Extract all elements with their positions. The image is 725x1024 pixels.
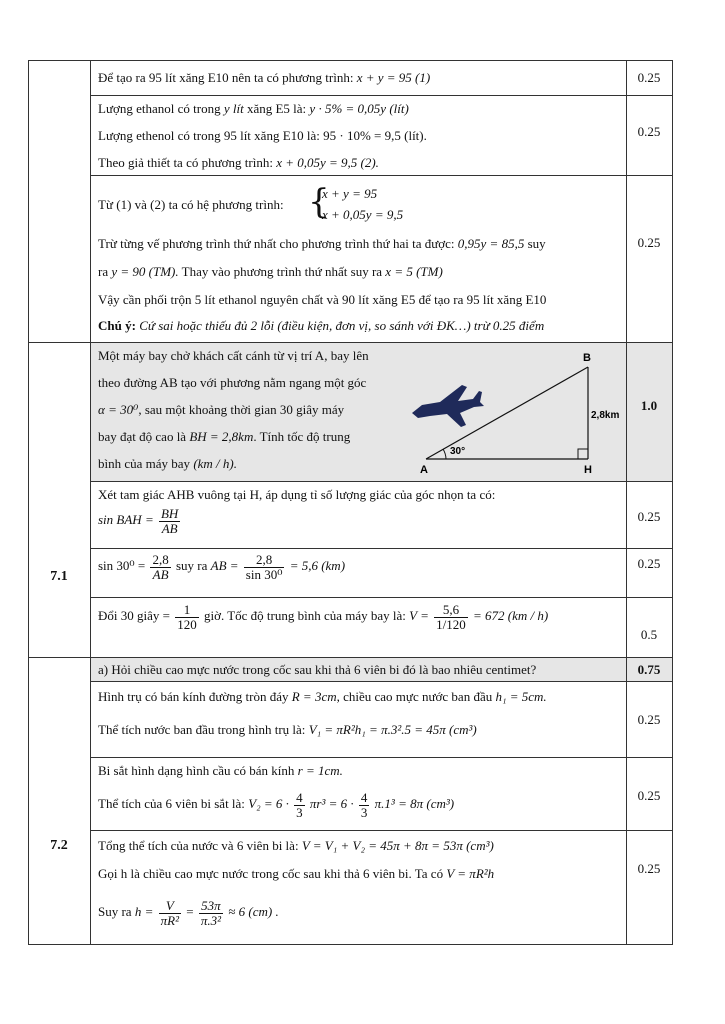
label-angle: 30° <box>450 446 466 457</box>
label-a: A <box>420 464 428 476</box>
row3-sys1: x + y = 95 <box>322 186 378 201</box>
q71-p5: bình của máy bay (km / h). <box>98 456 237 471</box>
row3-system-brace: { <box>308 182 330 222</box>
q71-s3-score: 0.5 <box>640 627 658 642</box>
row2-line3: Theo giả thiết ta có phương trình: x + 0,05y = 9,5 (2). <box>98 155 379 170</box>
label-h: H <box>584 464 592 476</box>
row2-line1: Lượng ethanol có trong y lít xăng E5 là: y · 5% = 0,05y (lít) <box>98 101 409 116</box>
row2-line2: Lượng ethenol có trong 95 lít xăng E10 là: 95 · 10% = 9,5 (lít). <box>98 128 427 143</box>
q71-p2: theo đường AB tạo với phương nằm ngang một góc <box>98 375 367 390</box>
q72-s2-line2: Thể tích của 6 viên bi sắt là: V₂ = 6 · $\frac{4}{3}$ πr³ = 6 · $\frac{4}{3}$ π.1³ = 8π (cm³) <box>98 790 455 820</box>
col-divider-2 <box>626 60 627 945</box>
row3-note: Chú ý: Cứ sai hoặc thiếu đủ 2 lỗi (điều kiện, đơn vị, so sánh với ĐK…) trừ 0.25 điểm <box>98 318 545 333</box>
q71-number: 7.1 <box>50 569 68 584</box>
label-height: 2,8km <box>591 410 620 421</box>
row3-line2: Trừ từng vế phương trình thứ nhất cho phương trình thứ hai ta được: 0,95y = 85,5 suy <box>98 236 546 251</box>
q72-s2-line1: Bi sắt hình dạng hình cầu có bán kính r = 1cm. <box>98 763 343 778</box>
col-divider-1 <box>90 60 91 945</box>
angle-arc <box>443 449 446 459</box>
row3-line4: Vậy cần phối trộn 5 lít ethanol nguyên chất và 90 lít xăng E5 để tạo ra 95 lít xăng E10 <box>98 292 547 307</box>
q72-s1-score: 0.25 <box>637 712 661 727</box>
airplane-icon <box>412 385 484 427</box>
row2-score: 0.25 <box>637 124 661 139</box>
q72-a-score: 0.75 <box>637 662 661 677</box>
row3-sys2: x + 0,05y = 9,5 <box>322 207 404 222</box>
q71-p3: α = 30⁰, sau một khoảng thời gian 30 giây máy <box>98 402 345 417</box>
row3-score: 0.25 <box>637 235 661 250</box>
label-b: B <box>583 352 591 364</box>
row3-line3: ra y = 90 (TM). Thay vào phương trình thứ nhất suy ra x = 5 (TM) <box>98 264 443 279</box>
row1-text: Để tạo ra 95 lít xăng E10 nên ta có phương trình: x + y = 95 (1) <box>98 70 431 85</box>
q72-s1-line2: Thể tích nước ban đầu trong hình trụ là: V₁ = πR²h₁ = π.3².5 = 45π (cm³) <box>98 722 477 737</box>
q72-s2-score: 0.25 <box>637 788 661 803</box>
q71-s1-eq: sin BAH = $\frac{BH}{AB}$ <box>98 506 179 536</box>
q71-p1: Một máy bay chở khách cất cánh từ vị trí A, bay lên <box>98 348 369 363</box>
q71-s3-eq: Đổi 30 giây = $\frac{1}{120}$ giờ. Tốc độ trung bình của máy bay là: V = $\frac{5,6}{1/120}$ = 672 (km / h) <box>98 602 549 632</box>
q71-p4: bay đạt độ cao là BH = 2,8km. Tính tốc độ trung <box>98 429 351 444</box>
q71-s2-score: 0.25 <box>637 556 661 571</box>
q71-s2-eq: sin 30⁰ = $\frac{2,8}{AB}$ suy ra AB = $\frac{2,8}{\text{sin 30⁰}}$ = 5,6 (km) <box>98 552 346 582</box>
q72-a: a) Hỏi chiều cao mực nước trong cốc sau khi thả 6 viên bi đó là bao nhiêu centimet? <box>98 662 537 677</box>
q72-s3-line2: Gọi h là chiều cao mực nước trong cốc sau khi thả 6 viên bi. Ta có V = πR²h <box>98 866 495 881</box>
q71-total-score: 1.0 <box>640 398 658 413</box>
q71-s1-score: 0.25 <box>637 509 661 524</box>
q72-s3-score: 0.25 <box>637 861 661 876</box>
q72-number: 7.2 <box>50 838 68 853</box>
q71-s1-text: Xét tam giác AHB vuông tại H, áp dụng tỉ số lượng giác của góc nhọn ta có: <box>98 487 496 502</box>
row3-line1: Từ (1) và (2) ta có hệ phương trình: <box>98 197 284 212</box>
right-angle-mark <box>578 449 588 459</box>
q72-s1-line1: Hình trụ có bán kính đường tròn đáy R = 3cm, chiều cao mực nước ban đầu h₁ = 5cm. <box>98 689 547 704</box>
row1-score: 0.25 <box>637 70 661 85</box>
q72-s3-line3: Suy ra h = $\frac{V}{\text{πR²}}$ = $\frac{53\pi}{\text{π.3²}}$ ≈ 6 (cm) . <box>98 898 279 928</box>
triangle-figure <box>400 345 625 477</box>
q72-s3-line1: Tổng thể tích của nước và 6 viên bi là: V = V₁ + V₂ = 45π + 8π = 53π (cm³) <box>98 838 494 853</box>
